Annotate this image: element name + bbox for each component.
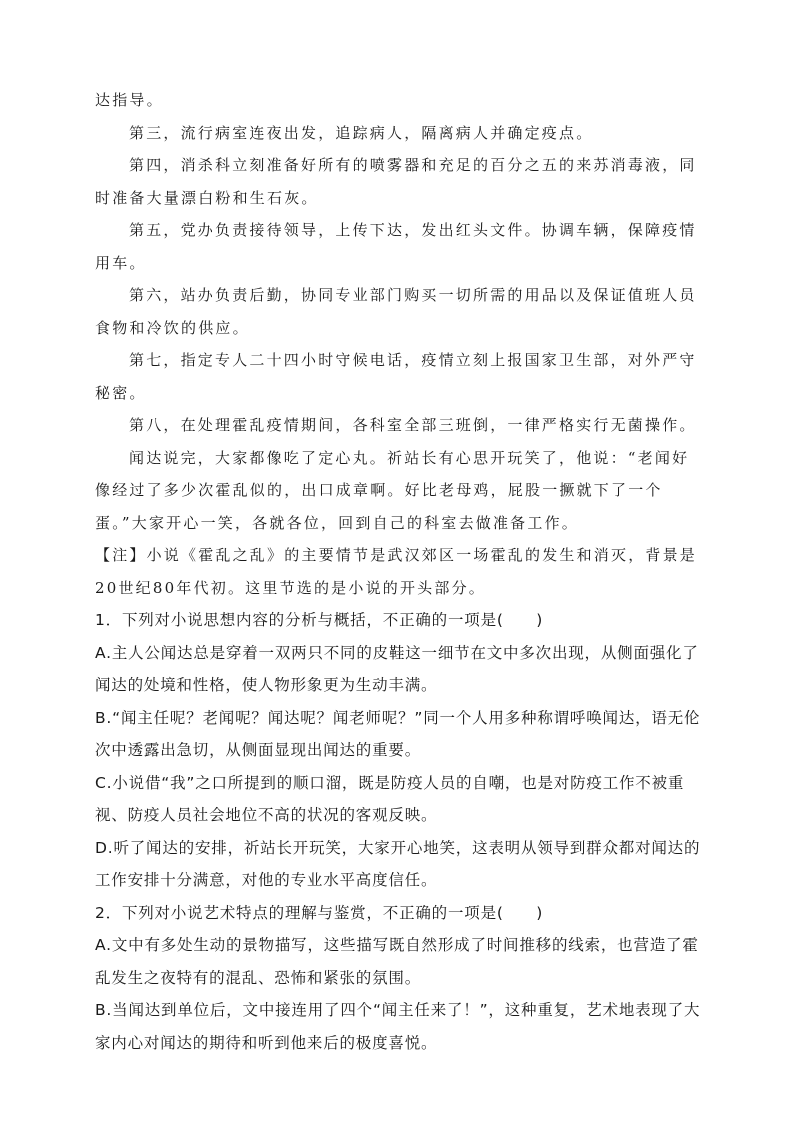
question-2-stem: 2．下列对小说艺术特点的理解与鉴赏，不正确的一项是( ) [95,903,544,922]
question-1-option-c: C.小说借“我”之口所提到的顺口溜，既是防疫人员的自嘲，也是对防疫工作不被重视、防疫人员社会地位不高的状况的客观反映。 [95,773,685,824]
story-note: 【注】小说《霍乱之乱》的主要情节是武汉郊区一场霍乱的发生和消灭，背景是20世纪80年代初。这里节选的是小说的开头部分。 [95,546,698,597]
story-paragraph: 第五，党办负责接待领导，上传下达，发出红头文件。协调车辆，保障疫情用车。 [95,221,697,272]
question-1-stem: 1．下列对小说思想内容的分析与概括，不正确的一项是( ) [95,611,544,629]
story-paragraph: 闻达说完，大家都像吃了定心丸。祈站长有心思开玩笑了，他说：“老闻好像经过了多少次霍乱似的，出口成章啊。好比老母鸡，屁股一撅就下了一个蛋。”大家开心一笑，各就各位，回到自己的科室去做准备工作。 [95,448,690,532]
story-paragraph: 第六，站办负责后勤，协同专业部门购买一切所需的用品以及保证值班人员食物和冷饮的供应。 [95,286,697,337]
story-paragraph: 第四，消杀科立刻准备好所有的喷雾器和充足的百分之五的来苏消毒液，同时准备大量漂白粉和生石灰。 [95,156,697,207]
question-2-option-a: A.文中有多处生动的景物描写，这些描写既自然形成了时间推移的线索，也营造了霍乱发生之夜特有的混乱、恐怖和紧张的氛围。 [95,936,699,987]
question-1-option-b: B.“闻主任呢？老闻呢？闻达呢？闻老师呢？”同一个人用多种称谓呼唤闻达，语无伦次中透露出急切，从侧面显现出闻达的重要。 [95,708,701,759]
story-paragraph: 达指导。 [95,91,164,109]
question-1-option-a: A.主人公闻达总是穿着一双两只不同的皮鞋这一细节在文中多次出现，从侧面强化了闻达的处境和性格，使人物形象更为生动丰满。 [95,643,699,694]
question-2-option-b: B.当闻达到单位后，文中接连用了四个“闻主任来了！”，这种重复，艺术地表现了大家内心对闻达的期待和听到他来后的极度喜悦。 [95,1001,701,1052]
story-paragraph: 第三，流行病室连夜出发，追踪病人，隔离病人并确定疫点。 [129,123,594,142]
story-paragraph: 第八，在处理霍乱疫情期间，各科室全部三班倒，一律严格实行无菌操作。 [129,416,697,434]
document-body [95,84,703,1059]
question-1-option-d: D.听了闻达的安排，祈站长开玩笑，大家开心地笑，这表明从领导到群众都对闻达的工作安排十分满意，对他的专业水平高度信任。 [95,838,701,889]
story-paragraph: 第七，指定专人二十四小时守候电话，疫情立刻上报国家卫生部，对外严守秘密。 [95,351,697,402]
